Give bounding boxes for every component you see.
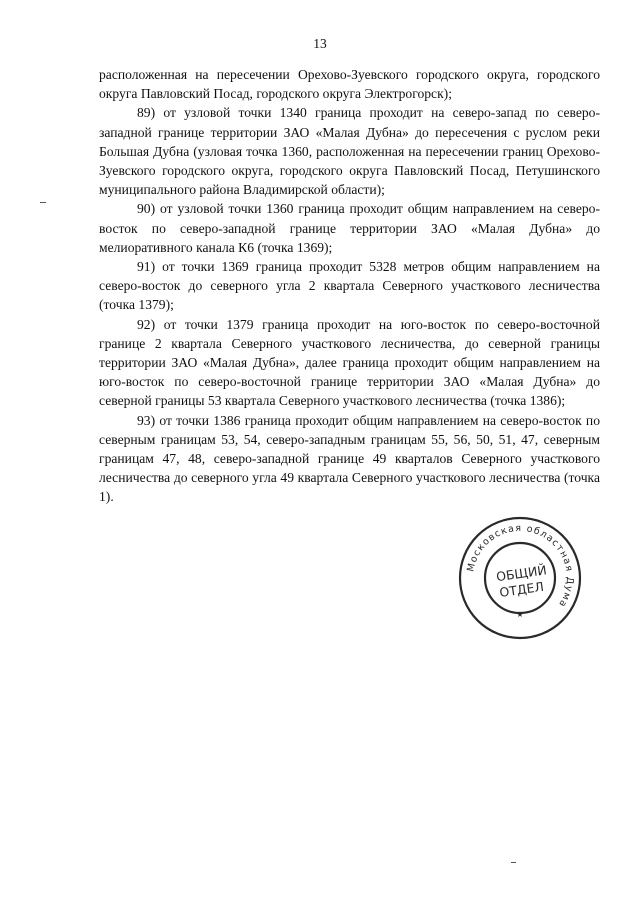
stamp-center-line1: ОБЩИЙ <box>495 562 548 585</box>
official-stamp <box>457 515 583 641</box>
document-body <box>99 65 600 507</box>
stamp-seal <box>457 515 583 641</box>
paragraph-item-89: 89) от узловой точки 1340 граница проходит на северо-запад по северо-западной границе территории ЗАО «Малая Дубна» до пересечения с руслом реки Большая Дубна (узловая точка 1360, расположенная на пересечении границ Орехово-Зуевского городского округа, городского округа Павловский Посад, Петушинского муниципального района Владимирской области); <box>99 105 600 198</box>
paragraph-item-93: 93) от точки 1386 граница проходит общим направлением на северо-восток по северным границам 53, 54, северо-западным границам 55, 56, 50, 51, 47, северным границам 47, 48, северо-западной границе 49 кварталов Северного участкового лесничества до северного угла 49 квартала Северного участкового лесничества (точка 1). <box>99 412 600 505</box>
paragraph-item-92: 92) от точки 1379 граница проходит на юго-восток по северо-восточной границе 2 квартала Северного участкового лесничества, до северной границы территории ЗАО «Малая Дубна», далее граница проходит общим направлением на юго-восток по северо-восточной границе территории ЗАО «Малая Дубна» до северной границы 53 квартала Северного участкового лесничества (точка 1386); <box>99 316 600 409</box>
page-number: 13 <box>313 36 327 51</box>
stamp-ring-text: Московская областная Дума <box>465 522 576 610</box>
paragraph-item-91: 91) от точки 1369 граница проходит 5328 метров общим направлением на северо-восток до северного угла 2 квартала Северного участкового лесничества (точка 1379); <box>99 259 600 313</box>
stamp-center-line2: ОТДЕЛ <box>498 578 545 600</box>
stamp-star-icon: ★ <box>516 610 524 619</box>
scan-mark-left <box>40 202 46 203</box>
paragraph-item-90: 90) от узловой точки 1360 граница проходит общим направлением на северо-восток по северо-западной границе территории ЗАО «Малая Дубна» до мелиоративного канала К6 (точка 1369); <box>99 201 600 255</box>
scan-mark-bottom <box>511 862 516 863</box>
paragraph-continuation: расположенная на пересечении Орехово-Зуевского городского округа, городского округа Павловский Посад, городского округа Электрогорск); <box>99 67 600 102</box>
